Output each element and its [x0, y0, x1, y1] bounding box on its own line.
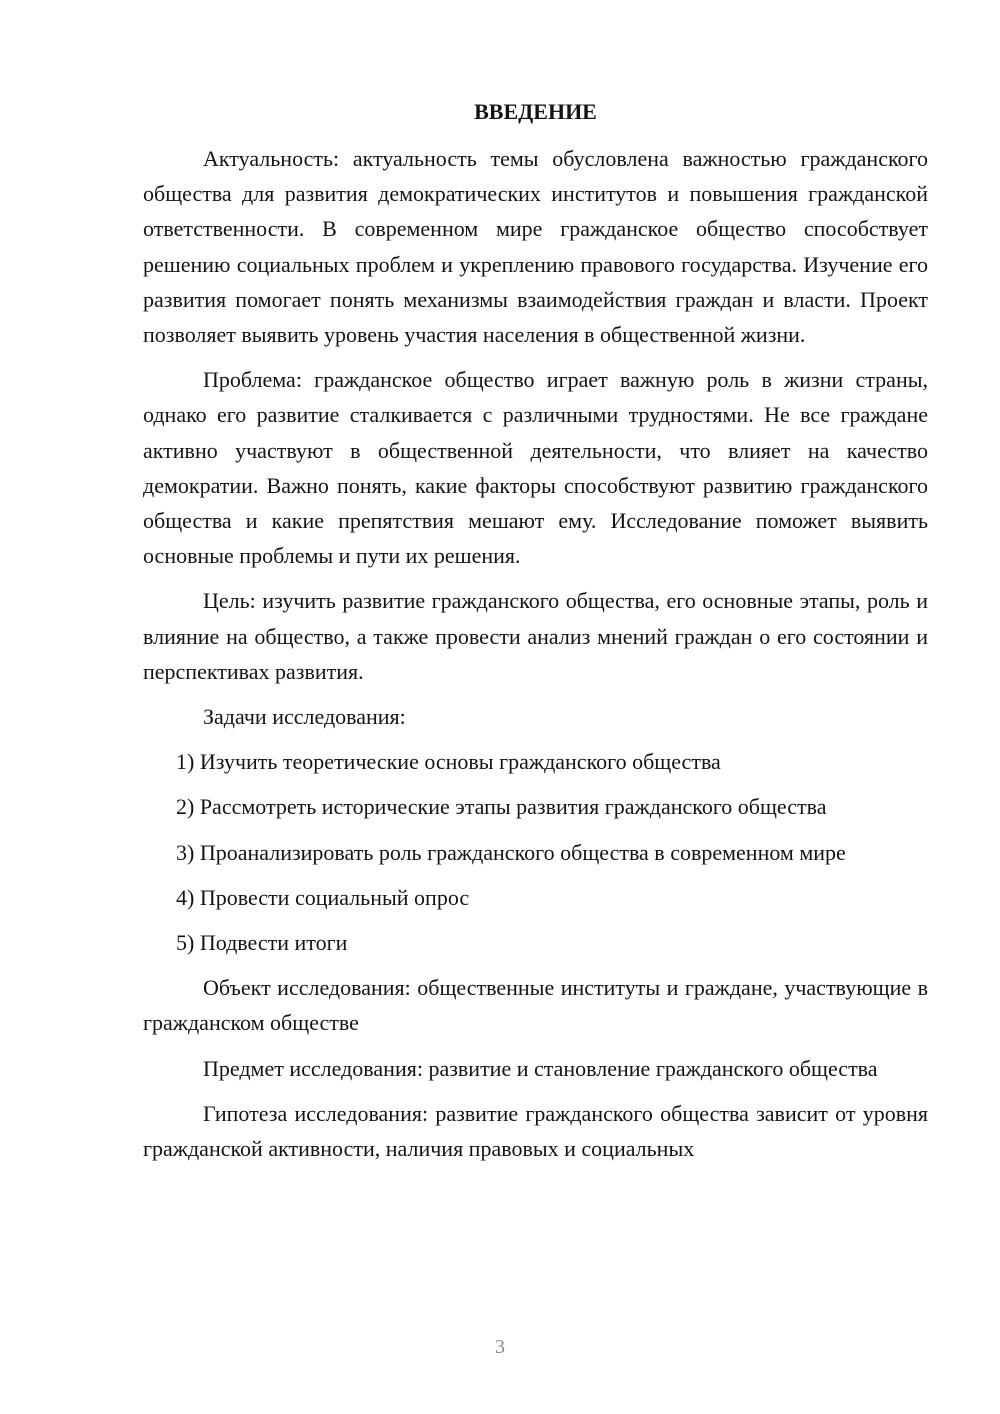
page-number: 3 — [495, 1336, 505, 1358]
task-item-4: 4) Провести социальный опрос — [176, 884, 470, 910]
task-item-1: 1) Изучить теоретические основы гражданского общества — [176, 749, 721, 775]
task-item-5: 5) Подвести итоги — [176, 930, 348, 956]
paragraph-subject: Предмет исследования: развитие и становление гражданского общества — [203, 1055, 878, 1081]
document-body — [143, 94, 928, 1176]
task-item-3: 3) Проанализировать роль гражданского общества в современном мире — [176, 839, 846, 865]
paragraph-goal: Цель: изучить развитие гражданского общества, его основные этапы, роль и влияние на общество, а также провести анализ мнений граждан о его состоянии и перспективах развития. — [143, 588, 928, 684]
paragraph-relevance: Актуальность: актуальность темы обусловлена важностью гражданского общества для развития демократических институтов и повышения гражданской ответственности. В современном мире гражданское общество способствует решению социальных проблем и укреплению правового государства. Изучение его развития помогает понять механизмы взаимодействия граждан и власти. Проект позволяет выявить уровень участия населения в общественной жизни. — [143, 146, 928, 348]
paragraph-hypothesis: Гипотеза исследования: развитие гражданского общества зависит от уровня гражданской активности, наличия правовых и социальных — [143, 1100, 928, 1162]
paragraph-problem: Проблема: гражданское общество играет важную роль в жизни страны, однако его развитие сталкивается с различными трудностями. Не все граждане активно участвуют в общественной деятельности, что влияет на качество демократии. Важно понять, какие факторы способствуют развитию гражданского общества и какие препятствия мешают ему. Исследование поможет выявить основные проблемы и пути их решения. — [143, 367, 928, 569]
section-title: ВВЕДЕНИЕ — [474, 99, 597, 124]
task-item-2: 2) Рассмотреть исторические этапы развития гражданского общества — [176, 794, 827, 820]
paragraph-tasks-heading: Задачи исследования: — [203, 704, 406, 730]
paragraph-object: Объект исследования: общественные институты и граждане, участвующие в гражданском обществе — [143, 975, 928, 1036]
